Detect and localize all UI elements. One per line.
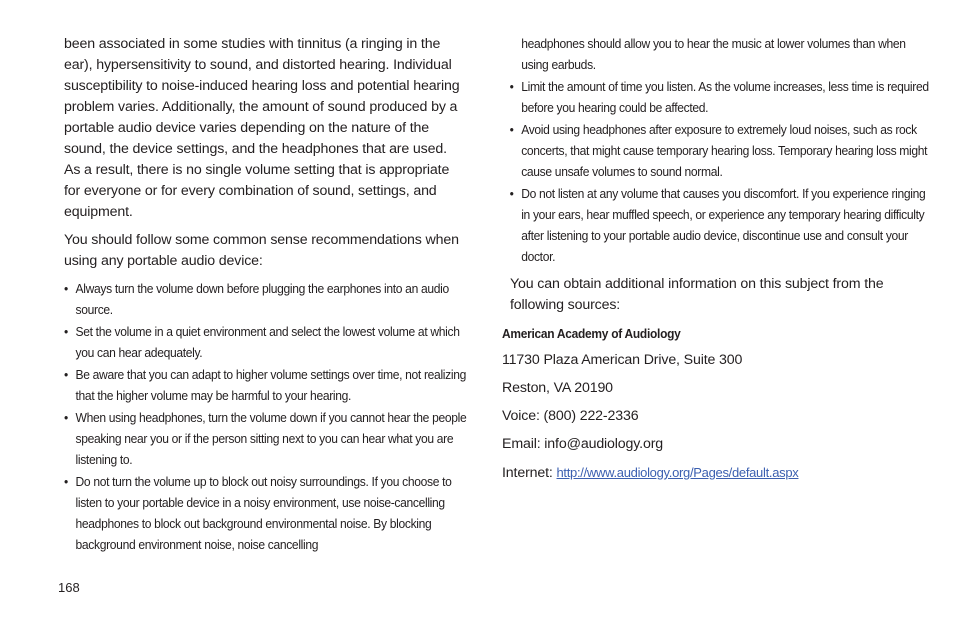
internet-line <box>502 462 914 484</box>
recommendation-list <box>64 279 467 556</box>
address-line-2: Reston, VA 20190 <box>502 380 613 396</box>
audiology-website-link[interactable]: http://www.audiology.org/Pages/default.aspx <box>556 465 799 480</box>
list-item: • Avoid using headphones after exposure to extremely loud noises, such as rock concerts, that might cause temporary hearing loss. Temporary hearing loss might cause unsafe volumes to sound normal. <box>502 120 933 183</box>
bullet-icon: • <box>64 411 68 425</box>
right-column <box>502 34 929 491</box>
bullet-icon: • <box>64 282 68 296</box>
voice-number: Voice: (800) 222-2336 <box>502 408 639 424</box>
list-item: • Always turn the volume down before plugging the earphones into an audio source. <box>64 279 475 321</box>
continued-list-item: headphones should allow you to hear the music at lower volumes than when using earbuds. <box>521 37 906 72</box>
email-address: Email: info@audiology.org <box>502 436 664 452</box>
bullet-icon: • <box>64 325 68 339</box>
list-item: • Limit the amount of time you listen. As the volume increases, less time is required before you hearing could be affected. <box>502 77 933 119</box>
intro-paragraph: been associated in some studies with tinnitus (a ringing in the ear), hypersensitivity to sound, and distorted hearing. Individual susceptibility to noise-induced hearing loss and potential hearing problem varies. Additionally, the amount of sound produced by a portable audio device varies depending on the nature of the sound, the device settings, and the headphones that are used. As a result, there is no single volume setting that is appropriate for everyone or for every combination of sound, settings, and equipment. <box>64 36 460 220</box>
list-item: • Be aware that you can adapt to higher volume settings over time, not realizing that the higher volume may be harmful to your hearing. <box>64 365 475 407</box>
internet-label: Internet: <box>502 465 557 481</box>
left-column <box>64 34 467 557</box>
list-item: • When using headphones, turn the volume down if you cannot hear the people speaking near you or if the person sitting next to you can hear what you are listening to. <box>64 408 475 471</box>
bullet-icon: • <box>64 475 68 489</box>
list-item: • Set the volume in a quiet environment and select the lowest volume at which you can hear adequately. <box>64 322 475 364</box>
list-item: • Do not turn the volume up to block out noisy surroundings. If you choose to listen to your portable device in a noisy environment, use noise-cancelling headphones to block out background environmental noise. By blocking background environment noise, noise cancelling <box>64 472 475 556</box>
address-line-1: 11730 Plaza American Drive, Suite 300 <box>502 352 743 368</box>
more-info-paragraph: You can obtain additional information on this subject from the following sources: <box>510 276 884 313</box>
recommendation-list-continued <box>502 77 929 268</box>
recommendation-paragraph: You should follow some common sense recommendations when using any portable audio device: <box>64 232 459 269</box>
page-number: 168 <box>58 580 80 595</box>
list-item: • Do not listen at any volume that causes you discomfort. If you experience ringing in your ears, hear muffled speech, or experience any temporary hearing difficulty after listening to your portable audio device, discontinue use and consult your doctor. <box>502 184 933 268</box>
organization-name: American Academy of Audiology <box>502 326 681 341</box>
bullet-icon: • <box>509 187 514 201</box>
bullet-icon: • <box>64 368 68 382</box>
bullet-icon: • <box>509 123 514 137</box>
bullet-icon: • <box>509 80 514 94</box>
